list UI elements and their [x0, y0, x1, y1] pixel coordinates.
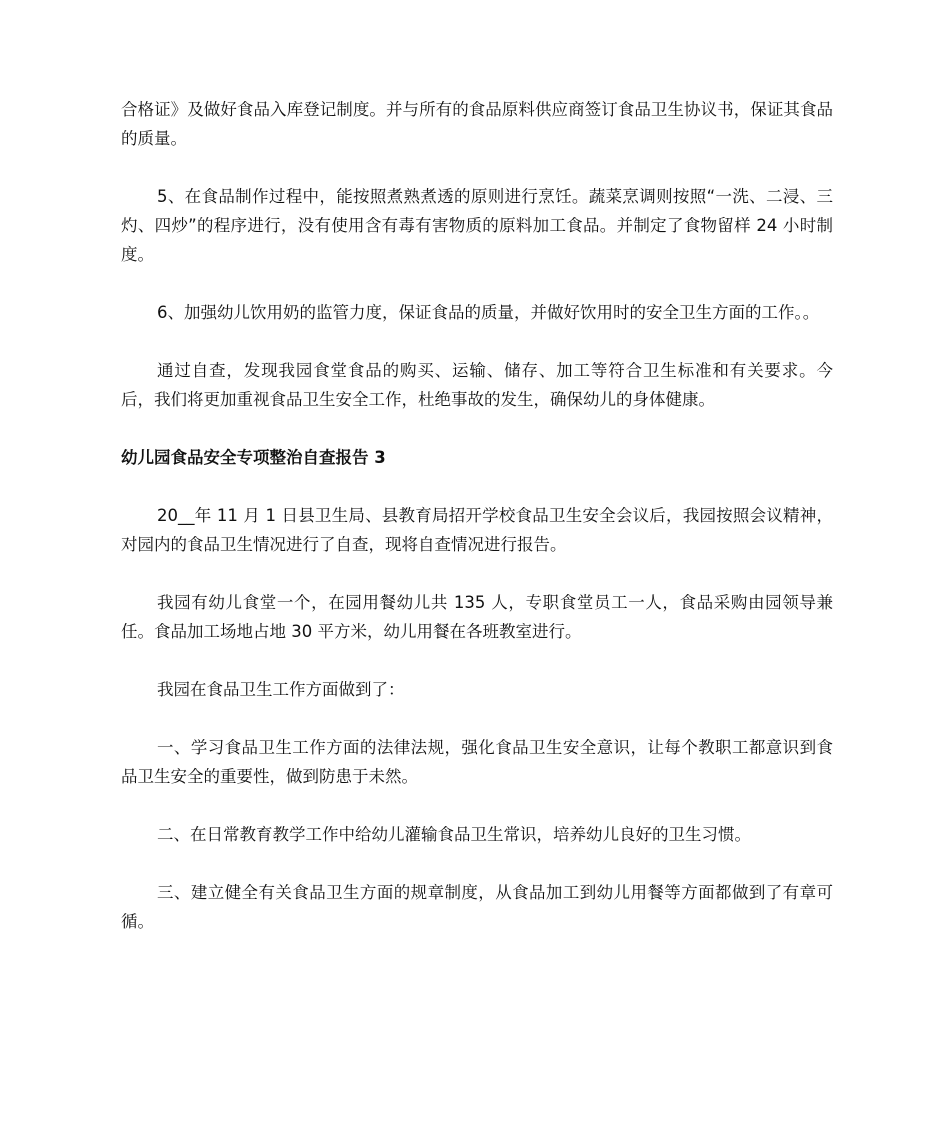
paragraph-intro: 20__年 11 月 1 日县卫生局、县教育局招开学校食品卫生安全会议后，我园按照会议精神，对园内的食品卫生情况进行了自查，现将自查情况进行报告。: [121, 506, 833, 554]
paragraph-achievements-lead: 我园在食品卫生工作方面做到了：: [157, 680, 405, 699]
section-heading: 幼儿园食品安全专项整治自查报告 3: [121, 448, 386, 467]
paragraph-continuation: 合格证》及做好食品入库登记制度。并与所有的食品原料供应商签订食品卫生协议书，保证其食品的质量。: [121, 100, 833, 148]
paragraph-facilities: 我园有幼儿食堂一个，在园用餐幼儿共 135 人，专职食堂员工一人，食品采购由园领导兼任。食品加工场地占地 30 平方米，幼儿用餐在各班教室进行。: [121, 593, 833, 641]
paragraph-item-5: 5、在食品制作过程中，能按照煮熟煮透的原则进行烹饪。蔬菜烹调则按照“一洗、二浸、三灼、四炒”的程序进行，没有使用含有毒有害物质的原料加工食品。并制定了食物留样 24 小时制度。: [121, 187, 833, 264]
paragraph-point-3: 三、建立健全有关食品卫生方面的规章制度，从食品加工到幼儿用餐等方面都做到了有章可循。: [121, 883, 833, 931]
paragraph-item-6: 6、加强幼儿饮用奶的监管力度，保证食品的质量，并做好饮用时的安全卫生方面的工作。。: [157, 303, 820, 322]
document-body: [121, 95, 833, 965]
paragraph-summary: 通过自查，发现我园食堂食品的购买、运输、储存、加工等符合卫生标准和有关要求。今后，我们将更加重视食品卫生安全工作，杜绝事故的发生，确保幼儿的身体健康。: [121, 361, 833, 409]
paragraph-point-1: 一、学习食品卫生工作方面的法律法规，强化食品卫生安全意识，让每个教职工都意识到食品卫生安全的重要性，做到防患于未然。: [121, 738, 833, 786]
paragraph-point-2: 二、在日常教育教学工作中给幼儿灌输食品卫生常识，培养幼儿良好的卫生习惯。: [157, 825, 751, 844]
